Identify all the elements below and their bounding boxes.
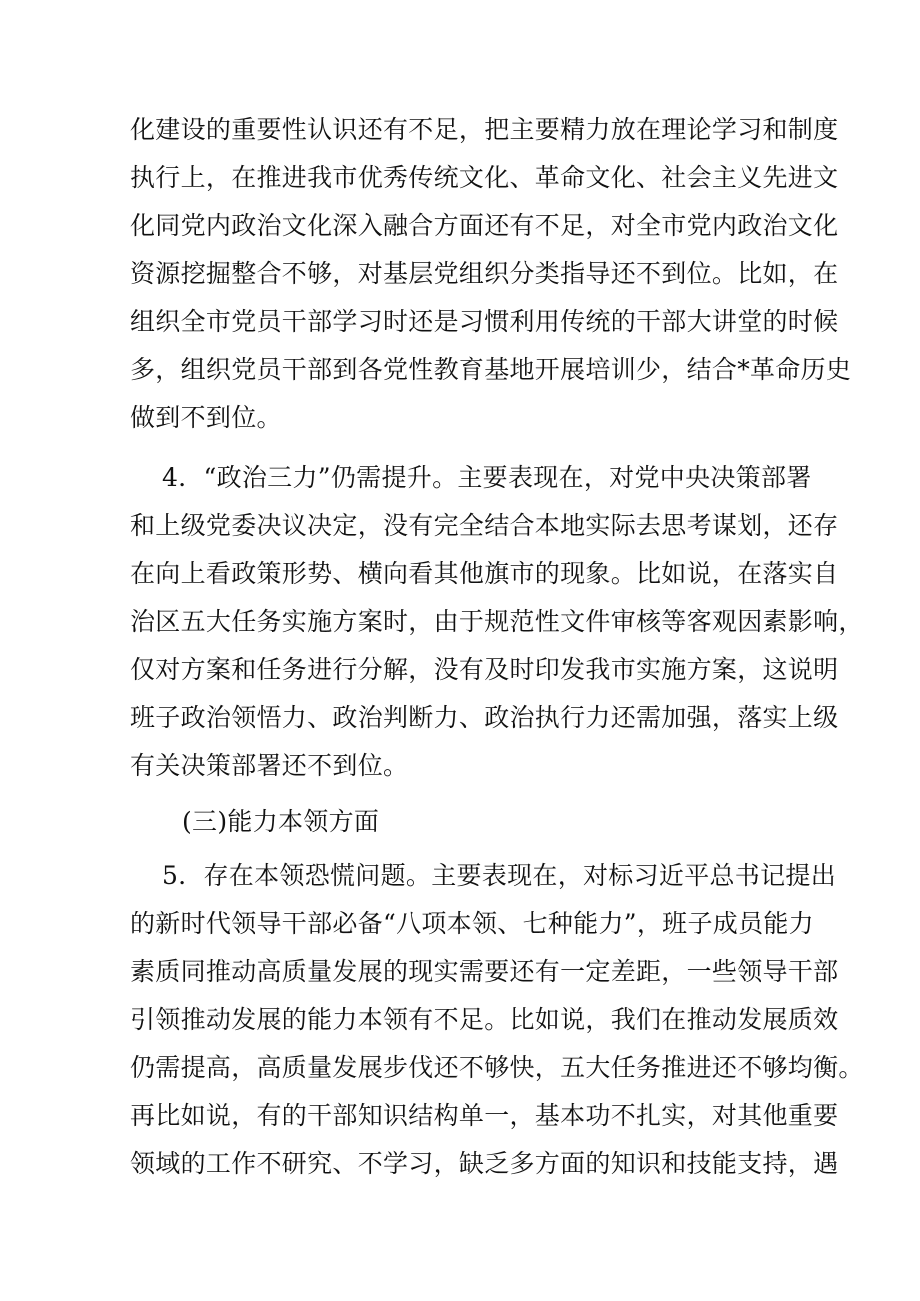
item-5-heading-line: 5．存在本领恐慌问题。主要表现在，对标习近平总书记提出	[162, 861, 837, 890]
body-text-line: 有关决策部署还不到位。	[130, 751, 409, 780]
body-text-line: 班子政治领悟力、政治判断力、政治执行力还需加强，落实上级	[130, 703, 839, 732]
body-text-line: 治区五大任务实施方案时，由于规范性文件审核等客观因素影响，	[130, 607, 864, 636]
body-text-line: 仅对方案和任务进行分解，没有及时印发我市实施方案，这说明	[130, 655, 839, 684]
body-text-line: 引领推动发展的能力本领有不足。比如说，我们在推动发展质效	[130, 1005, 839, 1034]
body-text-line: 的新时代领导干部必备“八项本领、七种能力”，班子成员能力	[130, 909, 814, 938]
body-text-line: 多，组织党员干部到各党性教育基地开展培训少，结合*革命历史	[130, 355, 852, 384]
body-text-line: 再比如说，有的干部知识结构单一，基本功不扎实，对其他重要	[130, 1101, 839, 1130]
item-4-heading-line: 4．“政治三力”仍需提升。主要表现在，对党中央决策部署	[162, 463, 812, 492]
body-text-line: 组织全市党员干部学习时还是习惯利用传统的干部大讲堂的时候	[130, 307, 839, 336]
body-text-line: 执行上，在推进我市优秀传统文化、革命文化、社会主义先进文	[130, 163, 839, 192]
body-text-line: 仍需提高，高质量发展步伐还不够快，五大任务推进还不够均衡。	[130, 1053, 864, 1082]
body-text-line: 化同党内政治文化深入融合方面还有不足，对全市党内政治文化	[130, 211, 839, 240]
section-heading: (三)能力本领方面	[182, 807, 380, 836]
body-text-line: 素质同推动高质量发展的现实需要还有一定差距，一些领导干部	[130, 957, 839, 986]
body-text-line: 化建设的重要性认识还有不足，把主要精力放在理论学习和制度	[130, 115, 839, 144]
body-text-line: 做到不到位。	[130, 403, 282, 432]
body-text-line: 领域的工作不研究、不学习，缺乏多方面的知识和技能支持，遇	[130, 1149, 839, 1178]
body-text-line: 在向上看政策形势、横向看其他旗市的现象。比如说，在落实自	[130, 559, 839, 588]
body-text-line: 资源挖掘整合不够，对基层党组织分类指导还不到位。比如，在	[130, 259, 839, 288]
body-text-line: 和上级党委决议决定，没有完全结合本地实际去思考谋划，还存	[130, 511, 839, 540]
